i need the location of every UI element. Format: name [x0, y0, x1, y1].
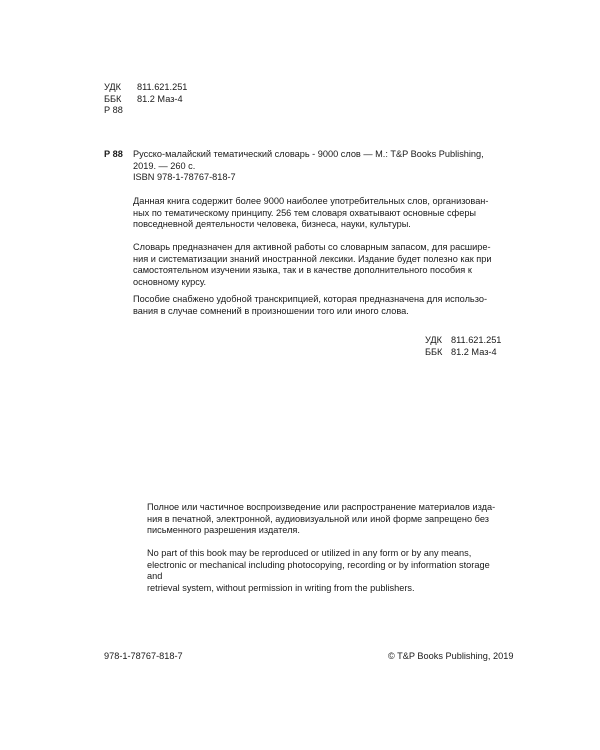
- bbk-row: [425, 347, 501, 359]
- notice-line: Полное или частичное воспроизведение или распространение материалов изда-: [147, 502, 496, 512]
- bibliography-line-1: Русско-малайский тематический словарь - 9000 слов — М.: T&P Books Publishing,: [133, 149, 484, 159]
- copyright-notice-en: [147, 548, 499, 594]
- author-mark: Р 88: [104, 105, 123, 116]
- bibliography-entry: [133, 149, 513, 184]
- annotation-line: ных по тематическому принципу. 256 тем словаря охватывают основные сферы: [133, 207, 477, 218]
- notice-line: No part of this book may be reproduced or utilized in any form or by any means,: [147, 548, 472, 558]
- bbk-label: ББК: [104, 93, 122, 104]
- udk-label: УДК: [425, 335, 442, 345]
- annotation-paragraph-2: [133, 242, 505, 288]
- bibliography-author-mark: Р 88: [104, 149, 123, 159]
- notice-line: ния в печатной, электронной, аудиовизуальной или иной форме запрещено без: [147, 513, 489, 524]
- udk-label: УДК: [104, 82, 121, 92]
- annotation-paragraph-1: [133, 196, 505, 231]
- classification-block-right: [425, 335, 501, 358]
- bibliography-line-2: 2019. — 260 с.: [133, 160, 196, 171]
- udk-row: [104, 82, 187, 94]
- udk-row: [425, 335, 501, 347]
- author-mark-row: [104, 105, 187, 117]
- annotation-line: Словарь предназначен для активной работы со словарным запасом, для расшире-: [133, 242, 491, 252]
- bibliography-isbn: ISBN 978-1-78767-818-7: [133, 172, 236, 183]
- annotation-line: вания в случае сомнений в произношении того или иного слова.: [133, 305, 409, 316]
- annotation-line: Пособие снабжено удобной транскрипцией, которая предназначена для использо-: [133, 294, 487, 304]
- annotation-line: самостоятельном изучении языка, так и в качестве дополнительного пособия к: [133, 265, 472, 276]
- annotation-paragraph-3: [133, 294, 505, 317]
- udk-value: 811.621.251: [451, 335, 502, 345]
- bbk-label: ББК: [425, 346, 443, 357]
- classification-block-top: [104, 82, 187, 117]
- notice-line: electronic or mechanical including photocopying, recording or by information storage and: [147, 559, 490, 582]
- bbk-value: 81.2 Маз-4: [451, 346, 497, 357]
- notice-line: retrieval system, without permission in writing from the publishers.: [147, 582, 415, 593]
- annotation-line: ния и систематизации знаний иностранной лексики. Издание будет полезно как при: [133, 253, 492, 264]
- udk-value: 811.621.251: [137, 82, 188, 92]
- bbk-row: [104, 94, 187, 106]
- annotation-line: Данная книга содержит более 9000 наиболее употребительных слов, организован-: [133, 196, 489, 206]
- footer-isbn: 978-1-78767-818-7: [104, 651, 183, 661]
- annotation-line: основному курсу.: [133, 276, 207, 287]
- notice-line: письменного разрешения издателя.: [147, 525, 300, 536]
- copyright-notice-ru: [147, 502, 499, 537]
- bbk-value: 81.2 Маз-4: [137, 93, 183, 104]
- footer-copyright: © T&P Books Publishing, 2019: [388, 651, 514, 661]
- annotation-line: повседневной деятельности человека, бизнеса, науки, культуры.: [133, 219, 411, 230]
